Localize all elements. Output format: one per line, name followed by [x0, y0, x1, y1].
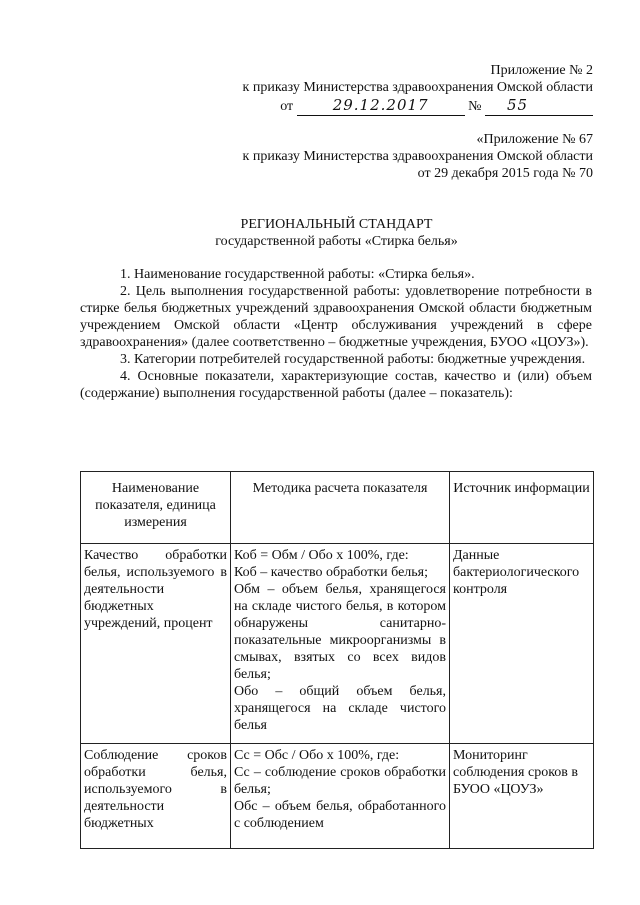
- paragraph-3: 3. Категории потребителей государственной работы: бюджетные учреждения.: [120, 352, 586, 367]
- indicator-source: Данные бактериологического контроля: [450, 544, 594, 744]
- body-text: [80, 266, 592, 402]
- title-main: РЕГИОНАЛЬНЫЙ СТАНДАРТ: [240, 217, 433, 232]
- table-header-row: [81, 472, 594, 544]
- table-row: [81, 744, 594, 849]
- title-sub: государственной работы «Стирка белья»: [215, 234, 458, 249]
- paragraph-1: 1. Наименование государственной работы: «Стирка белья».: [120, 267, 475, 282]
- indicator-method: [231, 744, 450, 849]
- paragraph-4: 4. Основные показатели, характеризующие состав, качество и (или) объем (содержание) выполнения государственной работы (далее – показатель):: [80, 369, 592, 401]
- appendix-header-2: [200, 131, 593, 182]
- method-line: Обо – общий объем белья, хранящегося на складе чистого белья: [234, 684, 446, 733]
- from-label: от: [280, 99, 294, 114]
- order-date-handwritten: 29.12.2017: [332, 96, 429, 114]
- number-label: №: [468, 99, 482, 114]
- table-header-cell: Наименование показателя, единица измерения: [81, 472, 231, 544]
- indicators-table: [80, 471, 594, 849]
- table-header-cell: Источник информации: [450, 472, 594, 544]
- method-line: Обс – объем белья, обработанного с соблюдением: [234, 799, 446, 831]
- order-reference: к приказу Министерства здравоохранения Омской области: [242, 80, 593, 95]
- appendix-number: Приложение № 2: [490, 63, 593, 78]
- order-date-old: от 29 декабря 2015 года № 70: [417, 166, 593, 181]
- method-line: Обм – объем белья, хранящегося на складе чистого белья, в котором обнаружены санитарно-показательные микроорганизмы в смывах, взятых со всех видов белья;: [234, 582, 446, 682]
- indicator-name: Соблюдение сроков обработки белья, используемого в деятельности бюджетных: [81, 744, 231, 849]
- table-row: [81, 544, 594, 744]
- indicator-method: [231, 544, 450, 744]
- order-date-field: [297, 97, 465, 116]
- method-line: Коб – качество обработки белья;: [234, 565, 428, 580]
- indicator-source: Мониторинг соблюдения сроков в БУОО «ЦОУЗ»: [450, 744, 594, 849]
- table-header-cell: Методика расчета показателя: [231, 472, 450, 544]
- method-line: Сс = Обс / Обо х 100%, где:: [234, 748, 400, 763]
- order-date-line: [200, 97, 593, 116]
- method-line: Коб = Обм / Обо х 100%, где:: [234, 548, 409, 563]
- paragraph-2: 2. Цель выполнения государственной работы: удовлетворение потребности в стирке белья бюджетных учреждений здравоохранения Омской области бюджетным учреждением Омской области «Центр обслуживания учреждений в сфере здравоохранения» (далее соответственно – бюджетные учреждения, БУОО «ЦОУЗ»).: [80, 284, 592, 350]
- order-number-field: [485, 97, 593, 116]
- indicator-name: Качество обработки белья, используемого в деятельности бюджетных учреждений, процент: [81, 544, 231, 744]
- document-title: [80, 216, 593, 250]
- appendix-header-1: [200, 62, 593, 116]
- order-number-handwritten: 55: [507, 96, 529, 114]
- method-line: Сс – соблюдение сроков обработки белья;: [234, 765, 446, 797]
- appendix-number-old: «Приложение № 67: [476, 132, 593, 147]
- order-reference-old: к приказу Министерства здравоохранения Омской области: [242, 149, 593, 164]
